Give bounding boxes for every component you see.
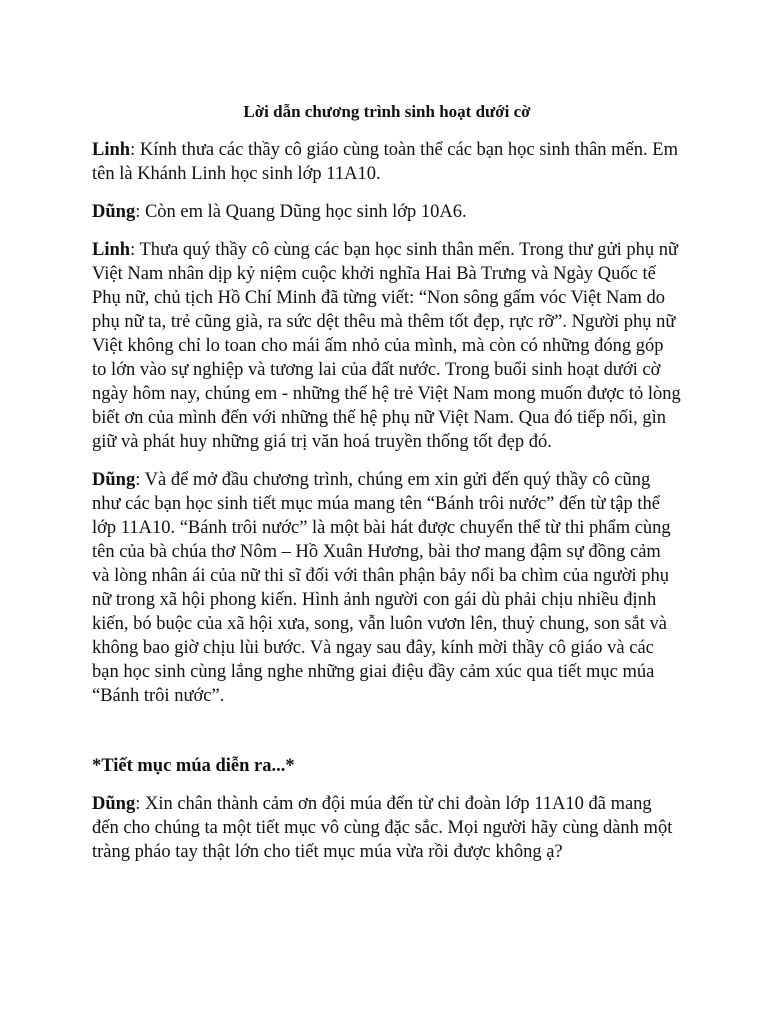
paragraph-text: : Xin chân thành cảm ơn đội múa đến từ chi đoàn lớp 11A10 đã mang đến cho chúng ta một tiết mục vô cùng đặc sắc. Mọi người hãy cùng dành một tràng pháo tay thật lớn cho tiết mục múa vừa rồi được không ạ? [92,794,673,862]
paragraph-dung-speech [92,468,682,708]
blank-line [92,722,682,754]
document-title: Lời dẫn chương trình sinh hoạt dưới cờ [243,102,531,121]
paragraph-dung-closing [92,792,682,864]
paragraph-linh-speech [92,238,682,454]
event-note: *Tiết mục múa diễn ra...* [92,756,295,776]
paragraph-text: : Thưa quý thầy cô cùng các bạn học sinh thân mến. Trong thư gửi phụ nữ Việt Nam nhân dịp kỷ niệm cuộc khởi nghĩa Hai Bà Trưng và Ngày Quốc tế Phụ nữ, chủ tịch Hồ Chí Minh đã từng viết: “Non sông gấm vóc Việt Nam do phụ nữ ta, trẻ cũng già, ra sức dệt thêu mà thêm tốt đẹp, rực rỡ”. Người phụ nữ Việt không chỉ lo toan cho mái ấm nhỏ của mình, mà còn có những đóng góp to lớn vào sự nghiệp và tương lai của đất nước. Trong buổi sinh hoạt dưới cờ ngày hôm nay, chúng em - những thế hệ trẻ Việt Nam mong muốn được tỏ lòng biết ơn của mình đến với những thế hệ phụ nữ Việt Nam. Qua đó tiếp nối, gìn giữ và phát huy những giá trị văn hoá truyền thống tốt đẹp đó. [92,240,681,452]
speaker-name: Linh [92,240,131,260]
paragraph-dung-intro [92,200,682,224]
paragraph-linh-intro [92,138,682,186]
document-page [92,100,682,878]
speaker-name: Linh [92,140,131,160]
paragraph-text: : Kính thưa các thầy cô giáo cùng toàn thể các bạn học sinh thân mến. Em tên là Khánh Linh học sinh lớp 11A10. [92,140,678,184]
paragraph-text: : Còn em là Quang Dũng học sinh lớp 10A6. [135,202,467,222]
paragraph-text: : Và để mở đầu chương trình, chúng em xin gửi đến quý thầy cô cũng như các bạn học sinh tiết mục múa mang tên “Bánh trôi nước” đến từ tập thể lớp 11A10. “Bánh trôi nước” là một bài hát được chuyển thể từ thi phẩm cùng tên của bà chúa thơ Nôm – Hồ Xuân Hương, bài thơ mang đậm sự đồng cảm và lòng nhân ái của nữ thi sĩ đối với thân phận bảy nổi ba chìm của người phụ nữ trong xã hội phong kiến. Hình ảnh người con gái dù phải chịu nhiều định kiến, bó buộc của xã hội xưa, song, vẫn luôn vươn lên, thuỷ chung, son sắt và không bao giờ chịu lùi bước. Và ngay sau đây, kính mời thầy cô giáo và các bạn học sinh cùng lắng nghe những giai điệu đầy cảm xúc qua tiết mục múa “Bánh trôi nước”. [92,470,671,706]
speaker-name: Dũng [92,202,136,222]
speaker-name: Dũng [92,470,136,490]
speaker-name: Dũng [92,794,136,814]
